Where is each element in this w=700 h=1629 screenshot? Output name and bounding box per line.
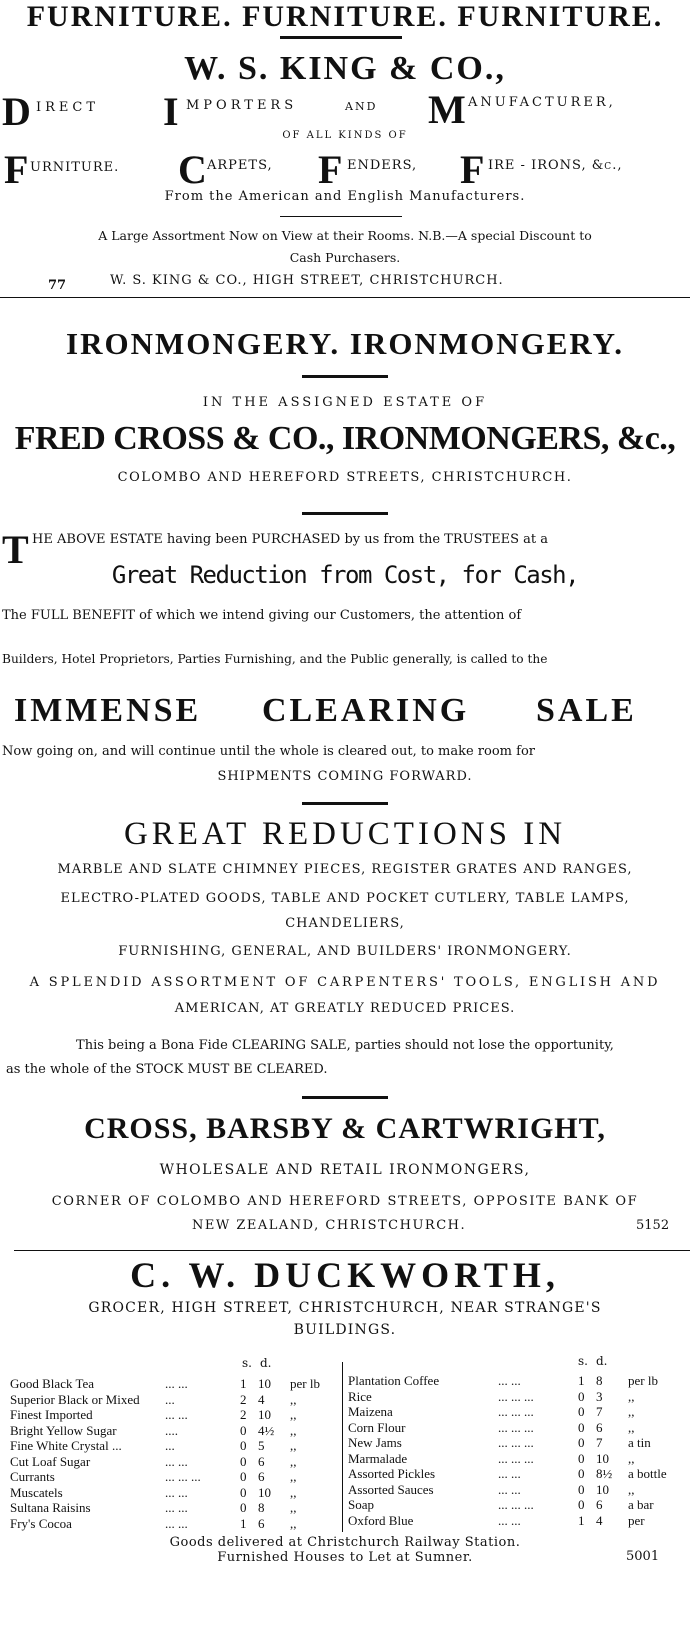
cross-barsby-firm: CROSS, BARSBY & CARTWRIGHT, (84, 1112, 606, 1145)
section-rule (0, 297, 690, 298)
leader-dots: ... ... (165, 1484, 188, 1500)
price-row (10, 1438, 340, 1454)
price-unit: a tin (628, 1435, 651, 1450)
price-shillings: 0 (240, 1484, 247, 1500)
price-row (348, 1373, 688, 1389)
divider (302, 375, 388, 378)
duckworth-ad-number: 5001 (626, 1549, 660, 1564)
left-price-list (10, 1376, 340, 1531)
goods-line-2: ELECTRO-PLATED GOODS, TABLE AND POCKET CUTLERY, TABLE LAMPS, (60, 891, 630, 906)
leader-dots: ... ... (498, 1466, 521, 1481)
price-unit: ,, (290, 1422, 297, 1438)
goods-line-1: MARBLE AND SLATE CHIMNEY PIECES, REGISTER GRATES AND RANGES, (57, 862, 633, 877)
initial-m: M (428, 87, 466, 132)
king-address: W. S. KING & CO., HIGH STREET, CHRISTCHURCH. (110, 273, 504, 288)
divider (280, 216, 402, 217)
bona-fide-text: This being a Bona Fide CLEARING SALE, parties should not lose the opportunity, (76, 1038, 614, 1053)
word-carpets: ARPETS, (207, 158, 273, 173)
price-row (10, 1454, 340, 1470)
word-immense: IMMENSE (14, 692, 202, 729)
price-pence: 3 (596, 1388, 603, 1404)
price-pence: 10 (258, 1376, 271, 1391)
goods-line-5: A SPLENDID ASSORTMENT OF CARPENTERS' TOOLS, ENGLISH AND (29, 975, 661, 990)
full-benefit-text: The FULL BENEFIT of which we intend giving our Customers, the attention of (2, 608, 522, 623)
price-pence: 6 (596, 1419, 603, 1435)
price-shillings: 1 (240, 1515, 247, 1531)
price-row (348, 1435, 688, 1451)
leader-dots: ... ... (498, 1512, 521, 1528)
price-item: Sultana Raisins (10, 1500, 91, 1515)
goods-delivered: Goods delivered at Christchurch Railway Station. (169, 1535, 521, 1550)
price-shillings: 0 (578, 1466, 585, 1481)
price-pence: 10 (258, 1484, 271, 1500)
price-shillings: 0 (578, 1435, 585, 1450)
price-row (10, 1485, 340, 1501)
price-row (10, 1407, 340, 1423)
word-furniture: URNITURE. (30, 160, 120, 175)
price-shillings: 1 (578, 1512, 585, 1528)
colombo-hereford: COLOMBO AND HEREFORD STREETS, CHRISTCHURCH. (117, 470, 573, 485)
price-unit: ,, (628, 1450, 635, 1466)
section-rule (14, 1250, 690, 1251)
price-row (348, 1389, 688, 1405)
price-item: Superior Black or Mixed (10, 1391, 140, 1407)
price-item: Currants (10, 1469, 55, 1484)
leader-dots: ... ... (165, 1453, 188, 1469)
price-shillings: 0 (240, 1500, 247, 1515)
price-pence: 6 (596, 1497, 603, 1512)
leader-dots: ... ... (498, 1373, 521, 1388)
cross-ad-number: 5152 (636, 1218, 670, 1233)
price-pence: 8 (258, 1500, 265, 1515)
price-shillings: 0 (240, 1453, 247, 1469)
ironmongery-banner: IRONMONGERY. IRONMONGERY. (66, 326, 624, 361)
grocer-address: GROCER, HIGH STREET, CHRISTCHURCH, NEAR STRANGE'S (88, 1300, 602, 1316)
price-item: Finest Imported (10, 1407, 93, 1422)
price-item: Good Black Tea (10, 1376, 95, 1391)
divider (302, 512, 388, 515)
price-unit: ,, (290, 1453, 297, 1469)
divider (302, 802, 388, 805)
leader-dots: ... ... ... (498, 1419, 534, 1435)
initial-f2: F (318, 147, 343, 192)
right-header-shillings: s. (578, 1354, 588, 1368)
price-pence: 6 (258, 1515, 265, 1531)
price-item: Marmalade (348, 1450, 408, 1466)
price-pence: 10 (596, 1450, 609, 1466)
price-pence: 5 (258, 1438, 265, 1453)
price-row (348, 1451, 688, 1467)
price-item: Maizena (348, 1404, 393, 1419)
word-manufacturer: ANUFACTURER, (468, 95, 616, 110)
price-row (348, 1404, 688, 1420)
goods-line-4: FURNISHING, GENERAL, AND BUILDERS' IRONMONGERY. (118, 944, 572, 959)
goods-line-3: CHANDELIERS, (285, 916, 405, 931)
price-row (348, 1420, 688, 1436)
great-reductions-heading: GREAT REDUCTIONS IN (123, 816, 567, 852)
price-pence: 7 (596, 1435, 603, 1450)
price-unit: ,, (290, 1391, 297, 1407)
word-fenders: ENDERS, (347, 158, 418, 173)
price-row (10, 1423, 340, 1439)
price-unit: a bar (628, 1497, 654, 1512)
price-row (348, 1497, 688, 1513)
price-item: Assorted Pickles (348, 1466, 436, 1481)
left-header-pence: d. (260, 1356, 272, 1370)
price-row (10, 1376, 340, 1392)
price-shillings: 2 (240, 1391, 247, 1407)
fred-cross-firm: FRED CROSS & CO., IRONMONGERS, &c., (14, 420, 676, 457)
price-pence: 6 (258, 1453, 265, 1469)
price-shillings: 0 (578, 1497, 585, 1512)
price-unit: ,, (290, 1500, 297, 1515)
leader-dots: .... (165, 1422, 178, 1438)
price-item: Bright Yellow Sugar (10, 1422, 117, 1438)
price-shillings: 0 (578, 1419, 585, 1435)
leader-dots: ... ... ... (498, 1435, 534, 1450)
leader-dots: ... ... (165, 1515, 188, 1531)
price-item: Plantation Coffee (348, 1373, 440, 1388)
price-pence: 4 (596, 1512, 603, 1528)
corner-streets: CORNER OF COLOMBO AND HEREFORD STREETS, OPPOSITE BANK OF (51, 1194, 639, 1209)
drop-initial-t: T (2, 527, 29, 572)
wholesale-retail: WHOLESALE AND RETAIL IRONMONGERS, (159, 1162, 531, 1178)
initial-f: F (4, 147, 29, 192)
initial-i: I (163, 89, 179, 134)
price-item: Corn Flour (348, 1419, 406, 1435)
word-sale: SALE (536, 692, 637, 729)
price-pence: 6 (258, 1469, 265, 1484)
leader-dots: ... (165, 1391, 175, 1407)
leader-dots: ... ... ... (498, 1450, 534, 1466)
price-unit: ,, (290, 1484, 297, 1500)
price-item: Muscatels (10, 1484, 63, 1500)
leader-dots: ... ... (165, 1407, 188, 1422)
king-ad-number: 77 (48, 278, 67, 293)
going-on-text: Now going on, and will continue until the whole is cleared out, to make room for (2, 744, 535, 759)
price-shillings: 0 (578, 1450, 585, 1466)
from-manufacturers: From the American and English Manufacturers. (164, 189, 526, 204)
price-item: Rice (348, 1388, 372, 1404)
price-row (348, 1466, 688, 1482)
price-row (10, 1500, 340, 1516)
price-shillings: 0 (240, 1438, 247, 1453)
price-item: Fine White Crystal ... (10, 1438, 122, 1453)
initial-c: C (178, 147, 207, 192)
divider (280, 36, 402, 39)
of-all-kinds: OF ALL KINDS OF (282, 130, 408, 141)
price-item: Cut Loaf Sugar (10, 1453, 91, 1469)
price-row (10, 1469, 340, 1485)
king-notice-cash: Cash Purchasers. (289, 250, 401, 265)
leader-dots: ... ... ... (165, 1469, 201, 1484)
new-zealand-christchurch: NEW ZEALAND, CHRISTCHURCH. (192, 1218, 467, 1233)
price-row (10, 1392, 340, 1408)
right-price-list (348, 1373, 688, 1528)
word-direct: IRECT (36, 100, 100, 115)
price-item: Assorted Sauces (348, 1481, 434, 1497)
leader-dots: ... ... ... (498, 1497, 534, 1512)
price-unit: per lb (628, 1373, 658, 1388)
leader-dots: ... ... ... (498, 1388, 534, 1404)
price-pence: 7 (596, 1404, 603, 1419)
price-unit: ,, (290, 1438, 297, 1453)
price-pence: 10 (258, 1407, 271, 1422)
price-item: Fry's Cocoa (10, 1515, 72, 1531)
price-table-divider (342, 1362, 343, 1532)
word-fire-irons: IRE - IRONS, &c., (488, 158, 623, 173)
word-clearing: CLEARING (262, 692, 470, 729)
price-unit: per (628, 1512, 645, 1528)
price-unit: ,, (628, 1404, 635, 1419)
builders-text: Builders, Hotel Proprietors, Parties Furnishing, and the Public generally, is called to the (2, 652, 548, 666)
leader-dots: ... ... ... (498, 1404, 534, 1419)
initial-f3: F (460, 147, 485, 192)
price-unit: ,, (290, 1515, 297, 1531)
initial-d: D (2, 89, 31, 134)
furnished-houses: Furnished Houses to Let at Sumner. (217, 1550, 473, 1565)
price-unit: ,, (290, 1407, 297, 1422)
price-shillings: 0 (578, 1388, 585, 1404)
price-row (348, 1482, 688, 1498)
price-unit: ,, (628, 1481, 635, 1497)
price-item: New Jams (348, 1435, 402, 1450)
great-reduction: Great Reduction from Cost, for Cash, (111, 561, 579, 589)
leader-dots: ... ... (498, 1481, 521, 1497)
furniture-banner: FURNITURE. FURNITURE. FURNITURE. (26, 0, 664, 33)
price-row (348, 1513, 688, 1529)
price-shillings: 0 (578, 1404, 585, 1419)
leader-dots: ... ... (165, 1376, 188, 1391)
king-firm-name: W. S. KING & CO., (184, 50, 506, 87)
word-and: AND (345, 100, 378, 113)
price-pence: 8½ (596, 1466, 613, 1481)
price-unit: a bottle (628, 1466, 667, 1481)
right-header-pence: d. (596, 1354, 608, 1368)
price-shillings: 2 (240, 1407, 247, 1422)
goods-line-6: AMERICAN, AT GREATLY REDUCED PRICES. (174, 1001, 516, 1016)
assigned-estate: IN THE ASSIGNED ESTATE OF (202, 395, 488, 410)
word-importers: MPORTERS (186, 98, 298, 113)
price-item: Oxford Blue (348, 1512, 414, 1528)
price-unit: ,, (628, 1419, 635, 1435)
duckworth-firm: C. W. DUCKWORTH, (130, 1255, 560, 1295)
leader-dots: ... ... (165, 1500, 188, 1515)
price-shillings: 1 (578, 1373, 585, 1388)
price-item: Soap (348, 1497, 374, 1512)
price-shillings: 0 (240, 1469, 247, 1484)
price-shillings: 0 (578, 1481, 585, 1497)
price-pence: 4 (258, 1391, 265, 1407)
shipments-forward: SHIPMENTS COMING FORWARD. (217, 769, 473, 784)
estate-purchased-text: HE ABOVE ESTATE having been PURCHASED by us from the TRUSTEES at a (32, 532, 549, 547)
price-row (10, 1516, 340, 1532)
price-unit: per lb (290, 1376, 320, 1391)
price-pence: 8 (596, 1373, 603, 1388)
price-shillings: 1 (240, 1376, 247, 1391)
left-header-shillings: s. (242, 1356, 252, 1370)
price-unit: ,, (628, 1388, 635, 1404)
price-pence: 10 (596, 1481, 609, 1497)
buildings: BUILDINGS. (293, 1322, 397, 1338)
price-unit: ,, (290, 1469, 297, 1484)
price-pence: 4½ (258, 1422, 275, 1438)
leader-dots: ... (165, 1438, 175, 1453)
divider (302, 1096, 388, 1099)
king-notice: A Large Assortment Now on View at their Rooms. N.B.—A special Discount to (98, 228, 592, 243)
price-shillings: 0 (240, 1422, 247, 1438)
stock-cleared-text: as the whole of the STOCK MUST BE CLEARED. (6, 1062, 328, 1077)
